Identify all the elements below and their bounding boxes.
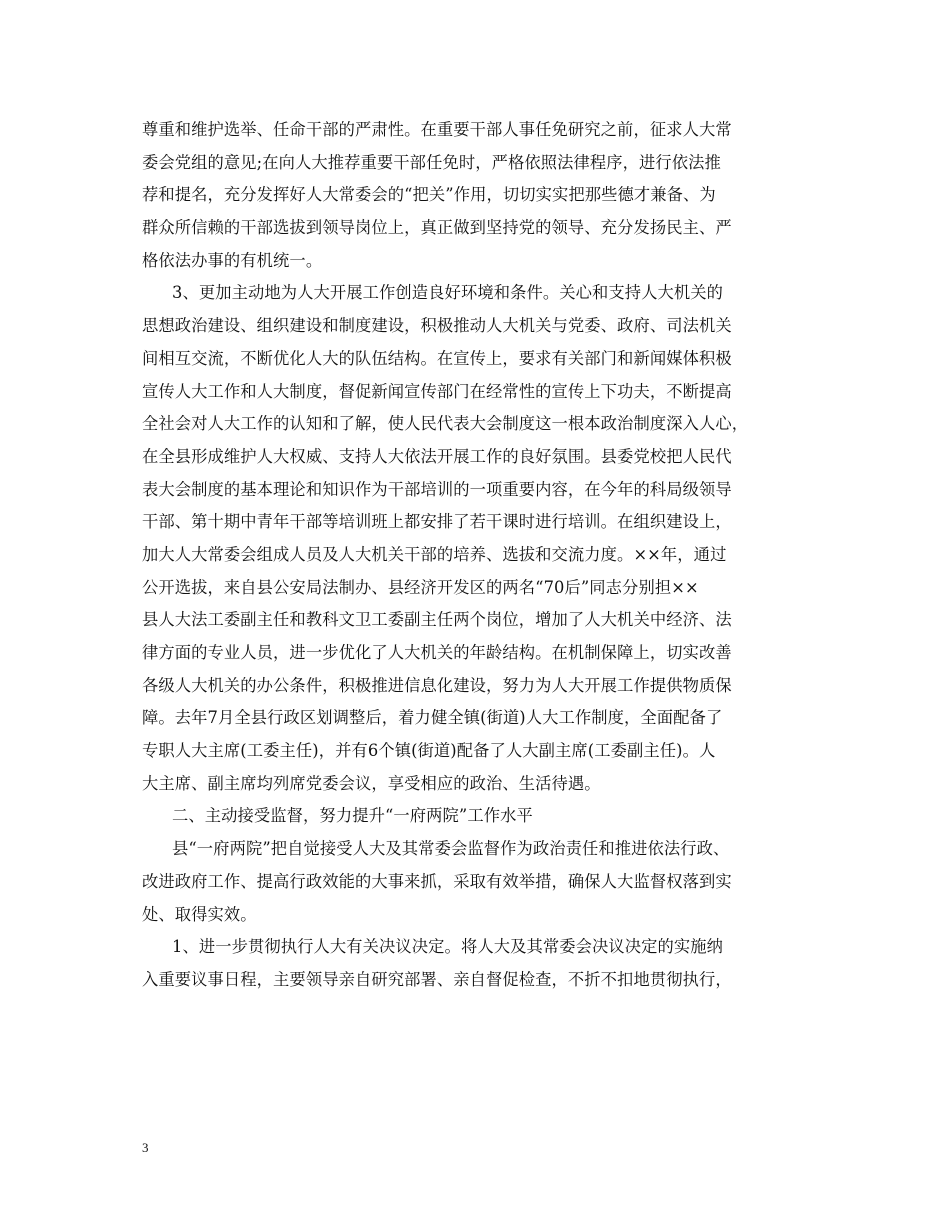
text-line: 表大会制度的基本理论和知识作为干部培训的一项重要内容，在今年的科局级领导 — [142, 479, 732, 499]
text-line: 群众所信赖的干部选拔到领导岗位上，真正做到坚持党的领导、充分发扬民主、严 — [142, 218, 732, 238]
text-line: 宣传人大工作和人大制度，督促新闻宣传部门在经常性的宣传上下功夫，不断提高 — [142, 381, 732, 401]
text-line: 加大人大常委会组成人员及人大机关干部的培养、选拔和交流力度。××年，通过 — [142, 544, 727, 564]
document-body — [142, 114, 812, 997]
text-line: 干部、第十期中青年干部等培训班上都安排了若干课时进行培训。在组织建设上， — [142, 512, 732, 532]
text-line: 改进政府工作、提高行政效能的大事来抓，采取有效举措，确保人大监督权落到实 — [142, 871, 732, 891]
text-line: 大主席、副主席均列席党委会议，享受相应的政治、生活待遇。 — [142, 773, 601, 793]
text-line: 间相互交流，不断优化人大的队伍结构。在宣传上，要求有关部门和新闻媒体积极 — [142, 348, 732, 368]
text-line: 县“一府两院”把自觉接受人大及其常委会监督作为政治责任和推进依法行政、 — [172, 839, 730, 859]
text-line: 荐和提名，充分发挥好人大常委会的“把关”作用，切切实实把那些德才兼备、为 — [142, 185, 716, 205]
text-line: 格依法办事的有机统一。 — [142, 250, 323, 270]
text-line: 障。去年7月全县行政区划调整后，着力健全镇(街道)人大工作制度，全面配备了 — [142, 708, 723, 728]
text-line: 在全县形成维护人大权威、支持人大依法开展工作的良好氛围。县委党校把人民代 — [142, 446, 732, 466]
text-line: 入重要议事日程，主要领导亲自研究部署、亲自督促检查，不折不扣地贯彻执行， — [142, 969, 732, 989]
text-line: 委会党组的意见;在向人大推荐重要干部任免时，严格依照法律程序，进行依法推 — [142, 152, 721, 172]
text-line: 专职人大主席(工委主任)，并有6个镇(街道)配备了人大副主席(工委副主任)。人 — [142, 741, 716, 761]
text-line: 律方面的专业人员，进一步优化了人大机关的年龄结构。在机制保障上，切实改善 — [142, 643, 732, 662]
text-line: 二、主动接受监督，努力提升“一府两院”工作水平 — [172, 806, 533, 826]
text-line: 1、进一步贯彻执行人大有关决议决定。将人大及其常委会决议决定的实施纳 — [172, 937, 724, 957]
page-number: 3 — [142, 1140, 149, 1155]
text-line: 县人大法工委副主任和教科文卫工委副主任两个岗位，增加了人大机关中经济、法 — [142, 610, 732, 630]
text-line: 处、取得实效。 — [142, 904, 257, 924]
text-line: 思想政治建设、组织建设和制度建设，积极推动人大机关与党委、政府、司法机关 — [142, 316, 732, 336]
text-line: 尊重和维护选举、任命干部的严肃性。在重要干部人事任免研究之前，征求人大常 — [142, 120, 732, 139]
text-line: 各级人大机关的办公条件，积极推进信息化建设，努力为人大开展工作提供物质保 — [142, 675, 732, 695]
text-line: 公开选拔，来自县公安局法制办、县经济开发区的两名“70后”同志分别担×× — [142, 577, 699, 597]
text-line: 全社会对人大工作的认知和了解，使人民代表大会制度这一根本政治制度深入人心， — [142, 414, 749, 434]
text-line: 3、更加主动地为人大开展工作创造良好环境和条件。关心和支持人大机关的 — [172, 283, 724, 303]
